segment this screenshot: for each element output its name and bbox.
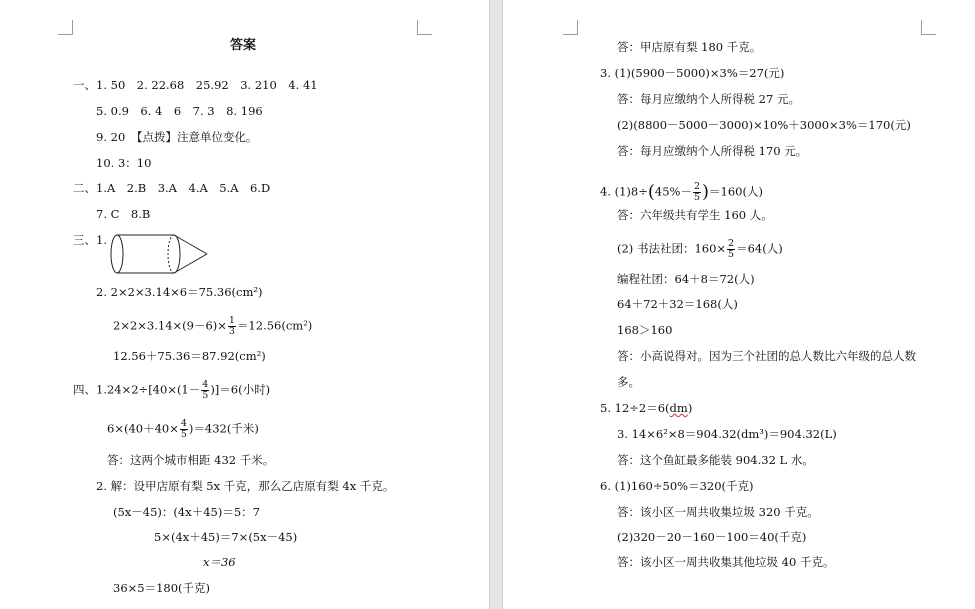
corner-mark (417, 20, 432, 35)
answer-line: 编程社团：64＋8＝72(人) (617, 272, 755, 286)
corner-mark (921, 20, 936, 35)
answer-line: 36×5＝180(千克) (113, 581, 211, 595)
cylinder-cone-figure (107, 230, 211, 278)
fraction-numerator: 4 (180, 418, 187, 429)
fraction (693, 182, 701, 203)
fraction-denominator: 5 (180, 429, 187, 440)
answer-line: 5×(4x＋45)＝7×(5x－45) (154, 530, 298, 544)
text-part: )＝432(千米) (188, 421, 259, 436)
text-part: ) (687, 401, 693, 415)
fraction-numerator: 2 (693, 181, 701, 192)
corner-mark (58, 20, 73, 35)
answer-line: 答：该小区一周共收集垃圾 320 千克。 (617, 505, 819, 519)
answer-line (107, 419, 259, 440)
answer-line: 答：六年级共有学生 160 人。 (617, 208, 773, 222)
text-part: 四、1.24×2÷[40×(1－ (73, 382, 201, 397)
answer-line: 二、1.A 2.B 3.A 4.A 5.A 6.D (73, 181, 271, 195)
fraction-denominator: 5 (728, 249, 735, 260)
fraction (727, 239, 735, 260)
fraction-denominator: 3 (228, 326, 235, 337)
answer-line: 168＞160 (617, 323, 673, 337)
answer-line: 三、1. (73, 233, 107, 247)
answer-line: 答：这个鱼缸最多能装 904.32 L 水。 (617, 453, 814, 467)
answer-line: 5. 0.9 6. 4 6 7. 3 8. 196 (96, 104, 263, 118)
answer-line: 64＋72＋32＝168(人) (617, 297, 738, 311)
answer-line: 3. 14×6²×8＝904.32(dm³)＝904.32(L) (617, 427, 837, 441)
text-part: ＝12.56(cm²) (236, 318, 313, 333)
answer-line: 2. 解：设甲店原有梨 5x 千克，那么乙店原有梨 4x 千克。 (96, 479, 395, 493)
fraction (180, 419, 188, 440)
text-part: ＝64(人) (736, 241, 783, 256)
fraction (201, 380, 209, 401)
answer-line: 答：该小区一周共收集其他垃圾 40 千克。 (617, 555, 835, 569)
answer-line (73, 380, 270, 401)
page-gutter (489, 0, 503, 609)
fraction-denominator: 5 (202, 390, 209, 401)
text-part: 45%－ (654, 184, 692, 199)
bracket-close: ) (702, 181, 710, 203)
answer-line: 答：这两个城市相距 432 千米。 (107, 453, 275, 467)
answer-line: (2)320－20－160－100＝40(千克) (617, 530, 807, 544)
answer-line: 一、1. 50 2. 22.68 25.92 3. 210 4. 41 (73, 78, 318, 92)
answer-line: x＝36 (203, 555, 236, 569)
text-part: )]＝6(小时) (210, 382, 271, 397)
answer-line: 答：每月应缴纳个人所得税 170 元。 (617, 144, 808, 158)
answer-line: 6. (1)160÷50%＝320(千克) (600, 479, 754, 493)
right-page (503, 0, 975, 609)
fraction (228, 316, 236, 337)
fraction-denominator: 5 (693, 192, 701, 203)
answer-line: 多。 (617, 375, 640, 389)
answer-line: 答：甲店原有梨 180 千克。 (617, 40, 762, 54)
fraction-numerator: 4 (202, 379, 209, 390)
answer-line: 答：小高说得对。因为三个社团的总人数比六年级的总人数 (617, 349, 916, 363)
text-part: 6×(40＋40× (107, 421, 179, 436)
page-title: 答案 (230, 38, 257, 53)
answer-line (600, 401, 692, 415)
text-part: (2) 书法社团：160× (617, 241, 727, 256)
text-part: ＝160(人) (709, 184, 763, 199)
answer-line: 10. 3：10 (96, 156, 152, 170)
text-part: 2×2×3.14×(9－6)× (113, 318, 227, 333)
corner-mark (563, 20, 578, 35)
answer-line: 7. C 8.B (96, 207, 151, 221)
answer-line (113, 316, 312, 337)
answer-line: 3. (1)(5900－5000)×3%＝27(元) (600, 66, 785, 80)
text-part: 5. 12÷2＝6( (600, 401, 670, 415)
answer-line: 9. 20 【点拨】注意单位变化。 (96, 130, 258, 144)
answer-line: 2. 2×2×3.14×6＝75.36(cm²) (96, 285, 263, 299)
answer-line: (5x－45)：(4x＋45)＝5：7 (113, 505, 260, 519)
fraction-numerator: 1 (228, 315, 235, 326)
fraction-numerator: 2 (728, 238, 735, 249)
spellcheck-underline: dm (669, 401, 688, 415)
answer-line: 答：每月应缴纳个人所得税 27 元。 (617, 92, 800, 106)
answer-line: 12.56＋75.36＝87.92(cm²) (113, 349, 266, 363)
text-part: 4. (1)8÷ (600, 184, 648, 199)
answer-line: (2)(8800－5000－3000)×10%＋3000×3%＝170(元) (617, 118, 911, 132)
answer-line (600, 182, 763, 203)
answer-line (617, 239, 783, 260)
bracket-open: ( (647, 181, 655, 203)
